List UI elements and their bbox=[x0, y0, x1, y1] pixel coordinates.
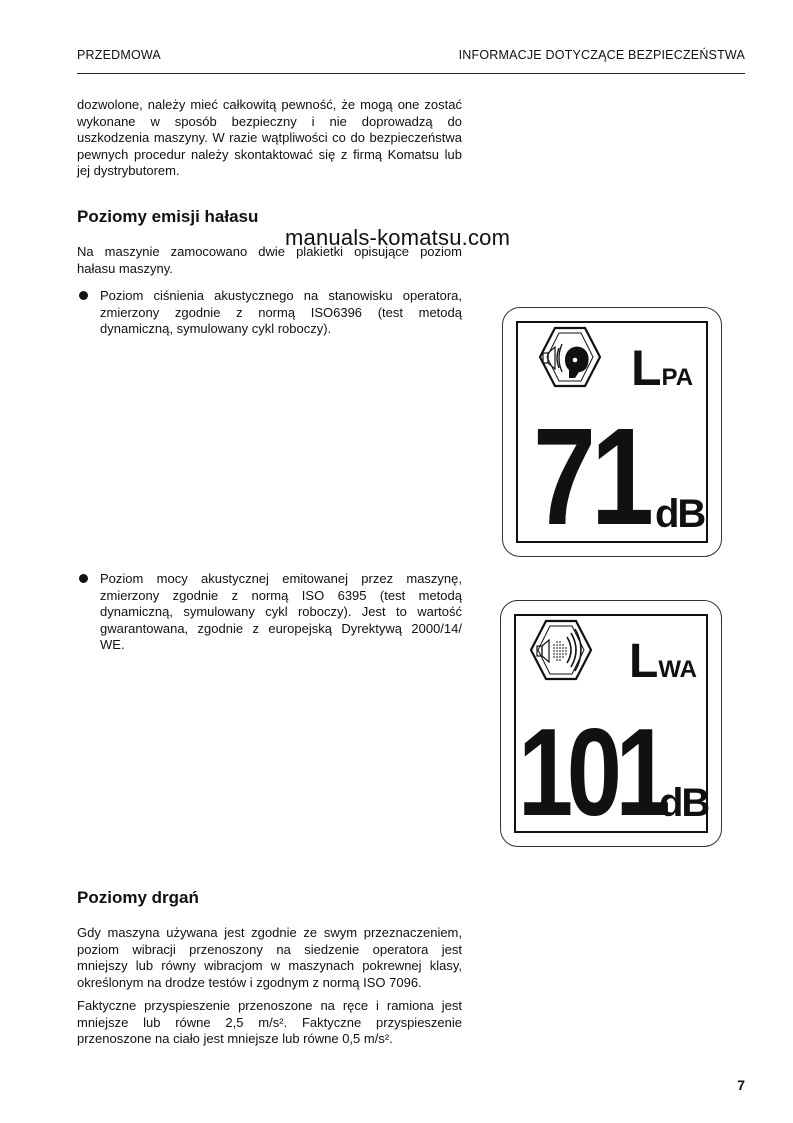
header-section-title: PRZEDMOWA bbox=[77, 48, 161, 62]
bullet-sound-pressure bbox=[77, 288, 462, 338]
bullet-dot-icon bbox=[79, 574, 88, 583]
text-line: zmierzony zgodnie z normą ISO 6395 (test metodą bbox=[100, 587, 462, 603]
text-line: Na maszynie zamocowano dwie plakietki opisujące poziom bbox=[77, 244, 462, 259]
text-line: dozwolone, należy mieć całkowitą pewność, że mogą one zostać bbox=[77, 97, 462, 112]
noise-plate-lwa bbox=[500, 600, 722, 847]
text-line: wykonane w sposób bezpieczny i nie doprowadzą do bbox=[77, 113, 462, 129]
plate-label-subscript: WA bbox=[658, 656, 697, 683]
text-line: WE. bbox=[100, 637, 125, 652]
text-line: Poziom ciśnienia akustycznego na stanowisku operatora, bbox=[100, 288, 462, 303]
text-line: pewnych procedur należy skontaktować się z firmą Komatsu lub bbox=[77, 146, 462, 162]
text-line: Faktyczne przyspieszenie przenoszone na ręce i ramiona jest bbox=[77, 998, 462, 1013]
text-line: dynamiczną, symulowany cykl roboczy). bbox=[100, 321, 332, 336]
text-line: dynamiczną, symulowany cykl roboczy). Jest to wartość bbox=[100, 604, 462, 619]
header-chapter-title: INFORMACJE DOTYCZĄCE BEZPIECZEŃSTWA bbox=[458, 48, 745, 62]
text-line: określonym na drodze testów i zgodnym z normą ISO 7096. bbox=[77, 974, 422, 990]
text-line: Gdy maszyna używana jest zgodnie ze swym przeznaczeniem, bbox=[77, 925, 462, 940]
plate-unit: dB bbox=[655, 492, 705, 536]
vibration-paragraph-1 bbox=[77, 925, 462, 991]
text-line: poziom wibracji przenoszony na siedzenie operatora jest bbox=[77, 941, 462, 957]
text-line: zmierzony zgodnie z normą ISO6396 (test metodą bbox=[100, 304, 462, 320]
text-line: mniejsze lub równe 2,5 m/s². Faktyczne przyspieszenie bbox=[77, 1014, 462, 1030]
bullet-dot-icon bbox=[79, 291, 88, 300]
watermark-text: manuals-komatsu.com bbox=[285, 225, 511, 250]
vibration-paragraph-2 bbox=[77, 998, 462, 1048]
text-line: mniejszy lub równy wibracjom w maszynach pokrewnej klasy, bbox=[77, 958, 462, 973]
vibration-levels-heading: Poziomy drgań bbox=[77, 888, 199, 907]
header-divider bbox=[77, 73, 745, 74]
noise-intro-paragraph bbox=[77, 244, 462, 277]
plate-unit: dB bbox=[659, 781, 709, 825]
page-number: 7 bbox=[737, 1077, 745, 1093]
intro-paragraph bbox=[77, 97, 462, 180]
text-line: przenoszone na ciało jest mniejsze lub równe 0,5 m/s². bbox=[77, 1031, 393, 1046]
plate-label-subscript: PA bbox=[661, 364, 694, 391]
plate-value: 71 bbox=[533, 400, 650, 554]
text-line: gwarantowana, zgodnie z europejską Dyrektywą 2000/14/ bbox=[100, 620, 462, 636]
text-line: hałasu maszyny. bbox=[77, 260, 173, 276]
text-line: Poziom mocy akustycznej emitowanej przez maszynę, bbox=[100, 571, 462, 586]
bullet-sound-power bbox=[77, 571, 462, 654]
text-line: uszkodzenia maszyny. W razie wątpliwości co do bezpieczeństwa bbox=[77, 130, 462, 145]
plate-value: 101 bbox=[518, 704, 665, 842]
noise-levels-heading: Poziomy emisji hałasu bbox=[77, 207, 259, 226]
plate-label-letter: L bbox=[629, 635, 659, 688]
text-line: jej dystrybutorem. bbox=[77, 163, 180, 178]
plate-label-letter: L bbox=[631, 340, 662, 396]
noise-plate-lpa bbox=[502, 307, 722, 557]
